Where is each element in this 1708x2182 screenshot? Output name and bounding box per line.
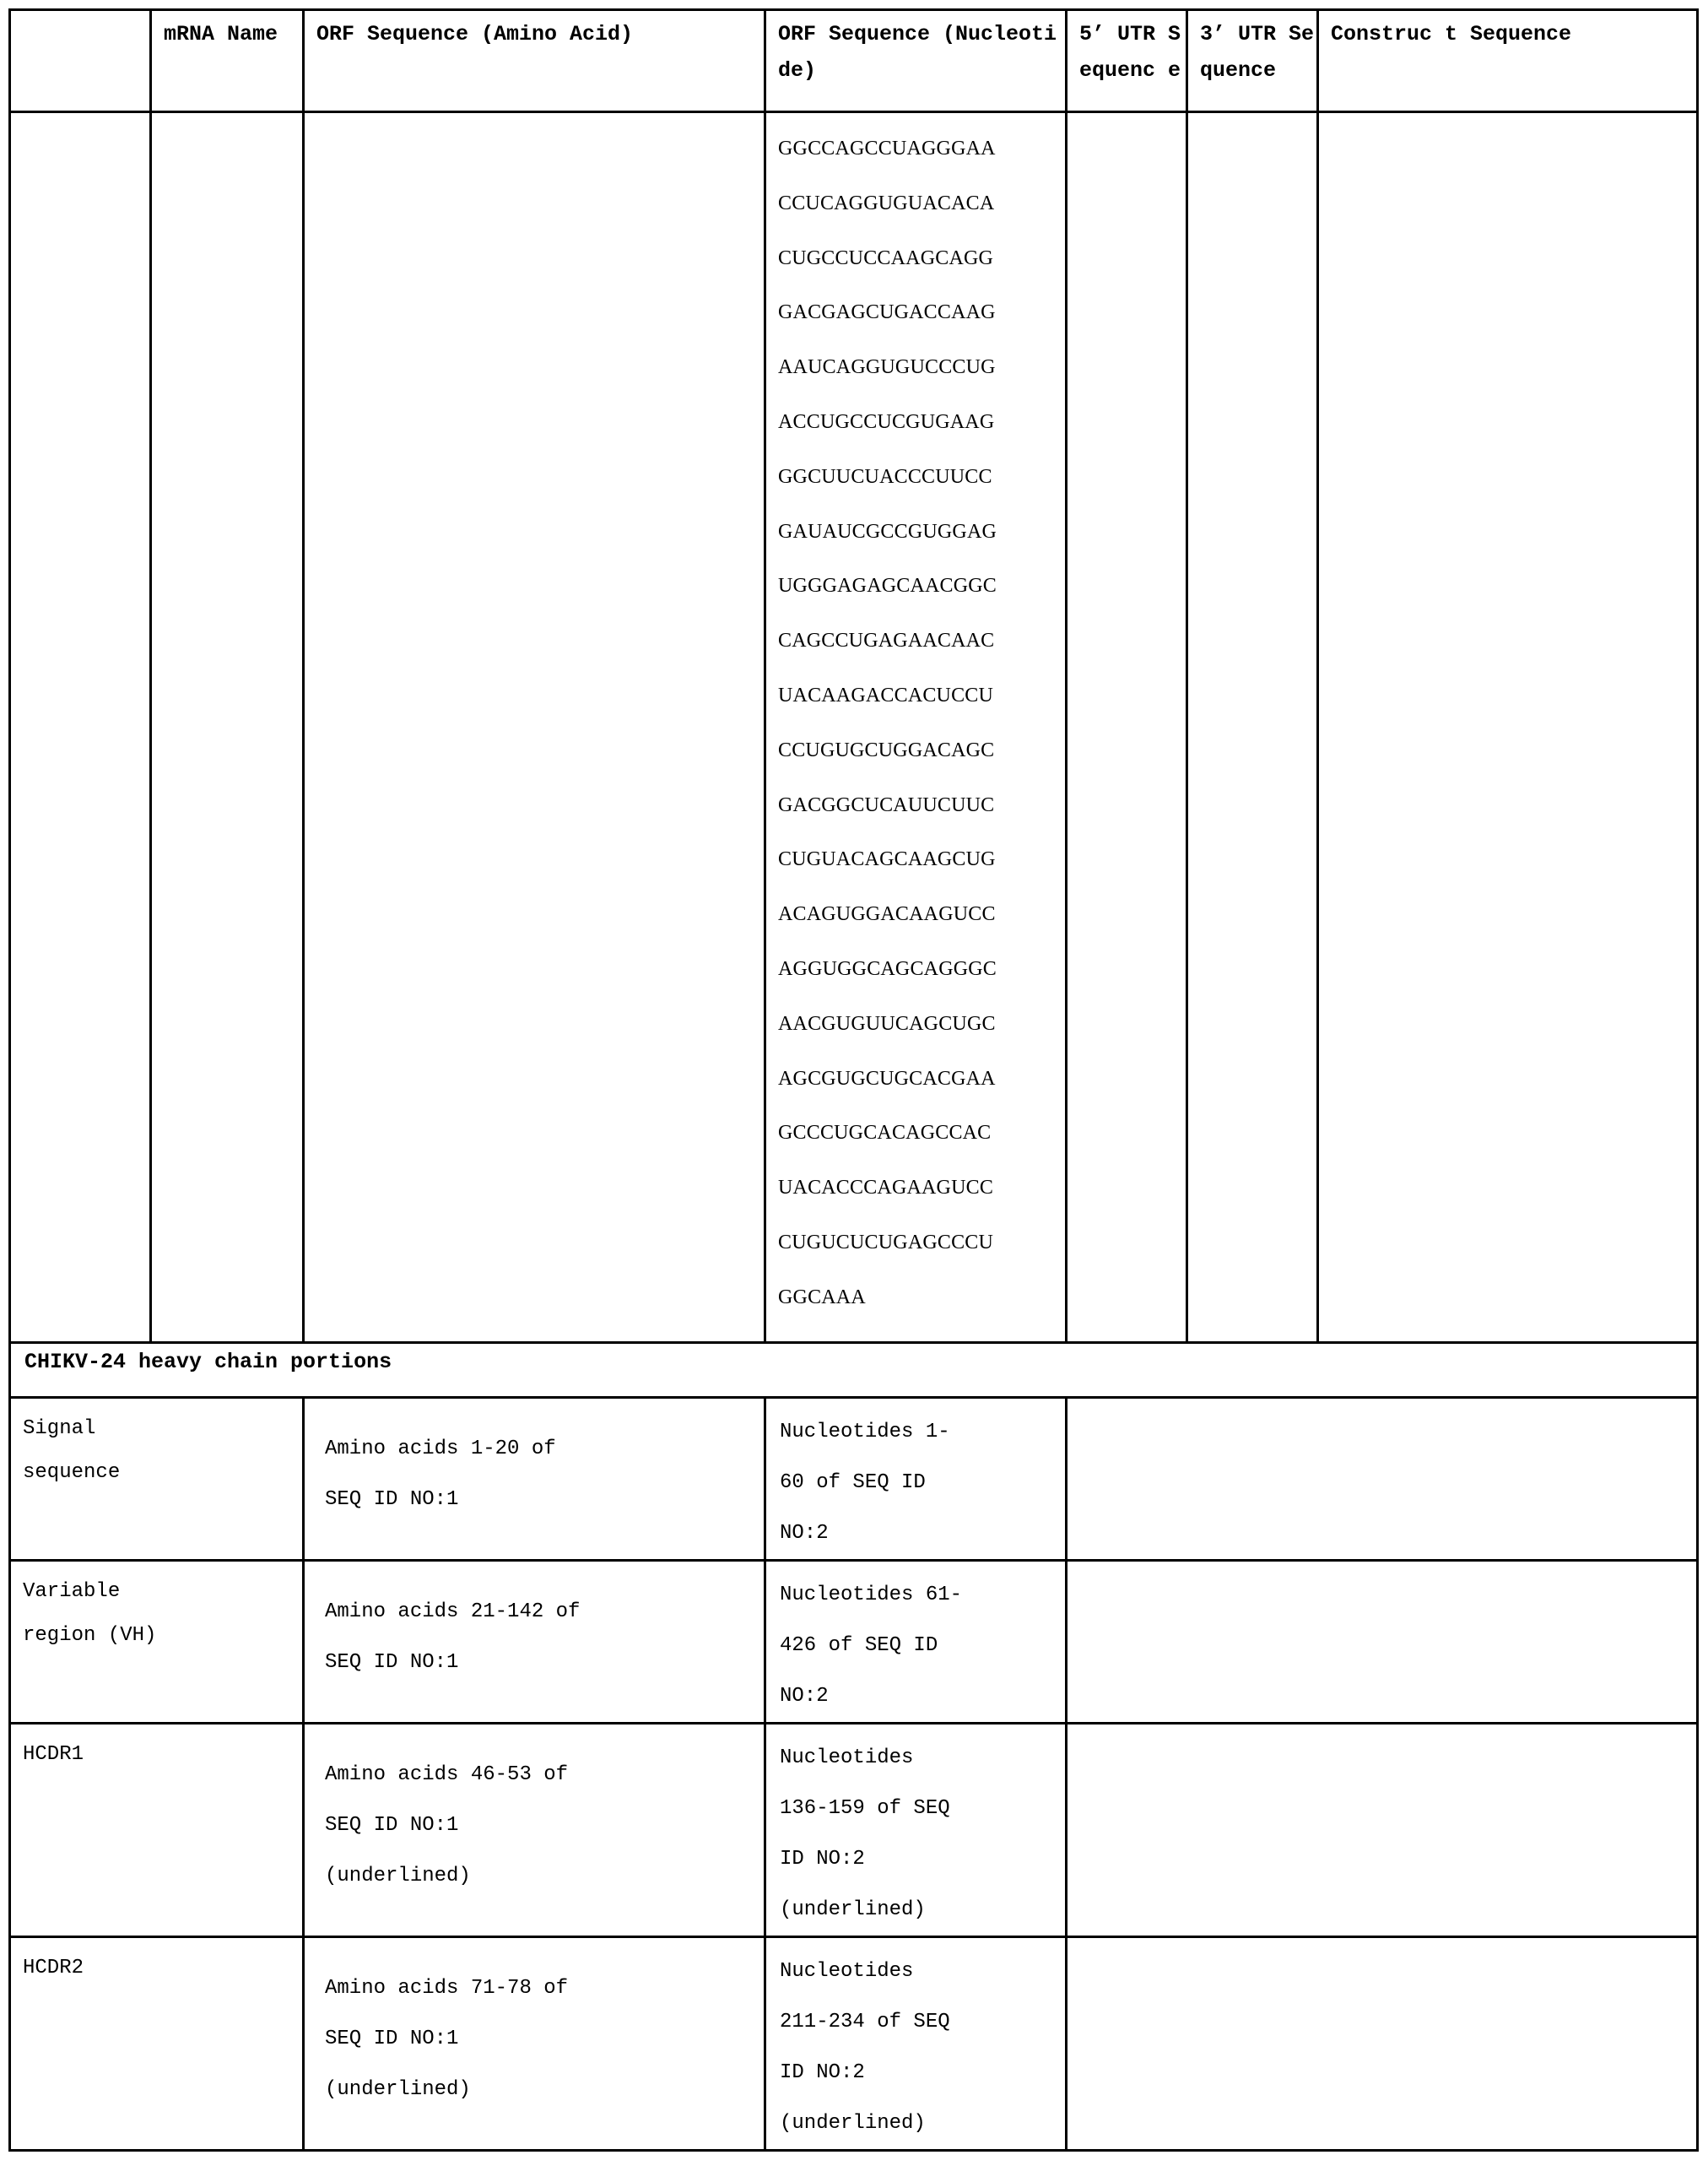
portion-nucleotide-line: Nucleotides <box>780 1746 914 1769</box>
header-label-utr3: 3’ UTR Sequence <box>1200 22 1315 83</box>
header-label-blank <box>11 11 149 16</box>
section-banner-group <box>10 1343 1698 1398</box>
portion-nucleotide-line: (underlined) <box>780 1898 926 1921</box>
sequence-row-group <box>10 112 1698 1343</box>
portion-nucleotide-cell <box>765 1561 1067 1724</box>
portion-extra-cell <box>1067 1561 1698 1724</box>
table-row-sequence <box>10 112 1698 1343</box>
nucleotide-sequence-line: CUGUCUCUGAGCCCU <box>778 1231 994 1253</box>
portion-nucleotide-line: ID NO:2 <box>780 1848 865 1871</box>
portion-name <box>11 1938 302 1990</box>
nucleotide-sequence-line: CCUGUGCUGGACAGC <box>778 739 995 761</box>
header-cell-mrna-name <box>151 10 304 112</box>
cell-orf-amino-acid <box>304 112 765 1343</box>
portion-nucleotide-line: 136-159 of SEQ <box>780 1797 950 1820</box>
nucleotide-sequence-line: AACGUGUUCAGCUGC <box>778 1012 996 1035</box>
header-cell-utr3 <box>1187 10 1318 112</box>
nucleotide-sequence-line: GACGAGCUGACCAAG <box>778 301 996 324</box>
nucleotide-sequence-line: UGGGAGAGCAACGGC <box>778 575 997 598</box>
table-row-section-banner <box>10 1343 1698 1398</box>
portion-nucleotide <box>766 1562 1065 1722</box>
portion-amino-acid-cell <box>304 1724 765 1937</box>
nucleotide-sequence-line: GCCCUGCACAGCCAC <box>778 1122 992 1145</box>
header-cell-construct <box>1318 10 1698 112</box>
portion-amino-acid <box>305 1938 764 2115</box>
portion-nucleotide-line: 211-234 of SEQ <box>780 2011 950 2033</box>
portion-nucleotide-cell <box>765 1398 1067 1561</box>
cell-blank <box>10 112 151 1343</box>
header-cell-orf-amino-acid <box>304 10 765 112</box>
nucleotide-sequence-line: GGCCAGCCUAGGGAA <box>778 138 996 160</box>
nucleotide-sequence-line: AAUCAGGUGUCCCUG <box>778 356 996 379</box>
portion-extra-cell <box>1067 1937 1698 2151</box>
header-cell-blank <box>10 10 151 112</box>
portion-amino-acid-line: Amino acids 71-78 of <box>325 1977 569 2000</box>
portion-nucleotide-line: Nucleotides 61- <box>780 1584 963 1606</box>
portion-name <box>11 1562 302 1658</box>
portion-name-cell <box>10 1398 304 1561</box>
portion-amino-acid-line: Amino acids 46-53 of <box>325 1763 569 1786</box>
nucleotide-sequence-line: CAGCCUGAGAACAAC <box>778 630 995 652</box>
portion-extra-cell <box>1067 1398 1698 1561</box>
portion-nucleotide-line: 426 of SEQ ID <box>780 1634 938 1657</box>
portion-amino-acid-line: (underlined) <box>325 1865 471 1887</box>
portion-nucleotide-line: (underlined) <box>780 2112 926 2135</box>
nucleotide-sequence-line: AGCGUGCUGCACGAA <box>778 1067 996 1090</box>
portion-name-line: Variable <box>23 1580 121 1603</box>
portion-amino-acid-line: SEQ ID NO:1 <box>325 2028 459 2050</box>
section-banner-cell <box>10 1343 1698 1398</box>
table-row <box>10 1937 1698 2151</box>
portion-amino-acid <box>305 1724 764 1902</box>
header-cell-orf-nucleotide <box>765 10 1067 112</box>
header-label-orf-nucleotide: ORF Sequence (Nucleotide) <box>778 22 1057 83</box>
portion-amino-acid-line: Amino acids 21-142 of <box>325 1600 581 1623</box>
nucleotide-sequence-line: GGCUUCUACCCUUCC <box>778 465 992 488</box>
portion-nucleotide-line: Nucleotides <box>780 1960 914 1983</box>
portion-name-line: region (VH) <box>23 1624 157 1647</box>
section-banner-label: CHIKV-24 heavy chain portions <box>24 1350 392 1374</box>
table-header-group <box>10 10 1698 112</box>
portion-name-line: Signal <box>23 1417 96 1440</box>
nucleotide-sequence-line: UACACCCAGAAGUCC <box>778 1177 994 1199</box>
portion-name-line: HCDR2 <box>23 1957 84 1979</box>
nucleotide-sequence-line: GGCAAA <box>778 1286 866 1308</box>
portion-amino-acid-line: (underlined) <box>325 2078 471 2101</box>
portion-name-line: HCDR1 <box>23 1743 84 1766</box>
portion-nucleotide-line: Nucleotides 1- <box>780 1421 950 1443</box>
portion-extra-cell <box>1067 1724 1698 1937</box>
table-row <box>10 1561 1698 1724</box>
nucleotide-sequence-line: UACAAGACCACUCCU <box>778 684 994 707</box>
header-cell-utr5 <box>1067 10 1187 112</box>
table-row <box>10 1724 1698 1937</box>
nucleotide-sequence-block <box>766 113 1065 1325</box>
portion-nucleotide <box>766 1724 1065 1936</box>
nucleotide-sequence-line: GAUAUCGCCGUGGAG <box>778 520 997 543</box>
header-label-construct: Construc t Sequence <box>1331 22 1572 46</box>
portion-amino-acid <box>305 1562 764 1688</box>
cell-construct <box>1318 112 1698 1343</box>
nucleotide-sequence-line: ACAGUGGACAAGUCC <box>778 903 996 926</box>
portion-name-line: sequence <box>23 1461 121 1484</box>
header-label-orf-amino-acid: ORF Sequence (Amino Acid) <box>316 22 634 46</box>
portion-amino-acid-line: SEQ ID NO:1 <box>325 1651 459 1674</box>
portion-nucleotide-cell <box>765 1937 1067 2151</box>
cell-orf-nucleotide <box>765 112 1067 1343</box>
header-label-mrna-name: mRNA Name <box>164 22 278 46</box>
portion-nucleotide-line: NO:2 <box>780 1685 829 1708</box>
cell-utr5 <box>1067 112 1187 1343</box>
nucleotide-sequence-line: GACGGCUCAUUCUUC <box>778 793 995 816</box>
cell-mrna-name <box>151 112 304 1343</box>
nucleotide-sequence-line: CCUCAGGUGUACACA <box>778 192 995 214</box>
portion-name-cell <box>10 1561 304 1724</box>
header-label-utr5: 5’ UTR Sequenc e <box>1079 22 1181 83</box>
nucleotide-sequence-line: AGGUGGCAGCAGGGC <box>778 957 997 980</box>
portion-amino-acid-cell <box>304 1398 765 1561</box>
sequence-table <box>8 8 1699 2152</box>
portion-name <box>11 1399 302 1495</box>
portion-rows-group <box>10 1398 1698 2151</box>
table-header-row <box>10 10 1698 112</box>
portion-nucleotide <box>766 1399 1065 1559</box>
portion-nucleotide-cell <box>765 1724 1067 1937</box>
portion-nucleotide-line: ID NO:2 <box>780 2061 865 2084</box>
portion-nucleotide-line: NO:2 <box>780 1522 829 1545</box>
portion-amino-acid-line: SEQ ID NO:1 <box>325 1814 459 1837</box>
portion-nucleotide-line: 60 of SEQ ID <box>780 1471 926 1494</box>
nucleotide-sequence-line: ACCUGCCUCGUGAAG <box>778 410 995 433</box>
nucleotide-sequence-line: CUGUACAGCAAGCUG <box>778 848 996 871</box>
portion-name <box>11 1724 302 1777</box>
portion-amino-acid-cell <box>304 1937 765 2151</box>
portion-amino-acid <box>305 1399 764 1525</box>
table-row <box>10 1398 1698 1561</box>
portion-nucleotide <box>766 1938 1065 2149</box>
cell-utr3 <box>1187 112 1318 1343</box>
portion-amino-acid-line: SEQ ID NO:1 <box>325 1488 459 1511</box>
portion-amino-acid-cell <box>304 1561 765 1724</box>
portion-amino-acid-line: Amino acids 1-20 of <box>325 1438 556 1460</box>
portion-name-cell <box>10 1724 304 1937</box>
portion-name-cell <box>10 1937 304 2151</box>
nucleotide-sequence-line: CUGCCUCCAAGCAGG <box>778 246 994 269</box>
